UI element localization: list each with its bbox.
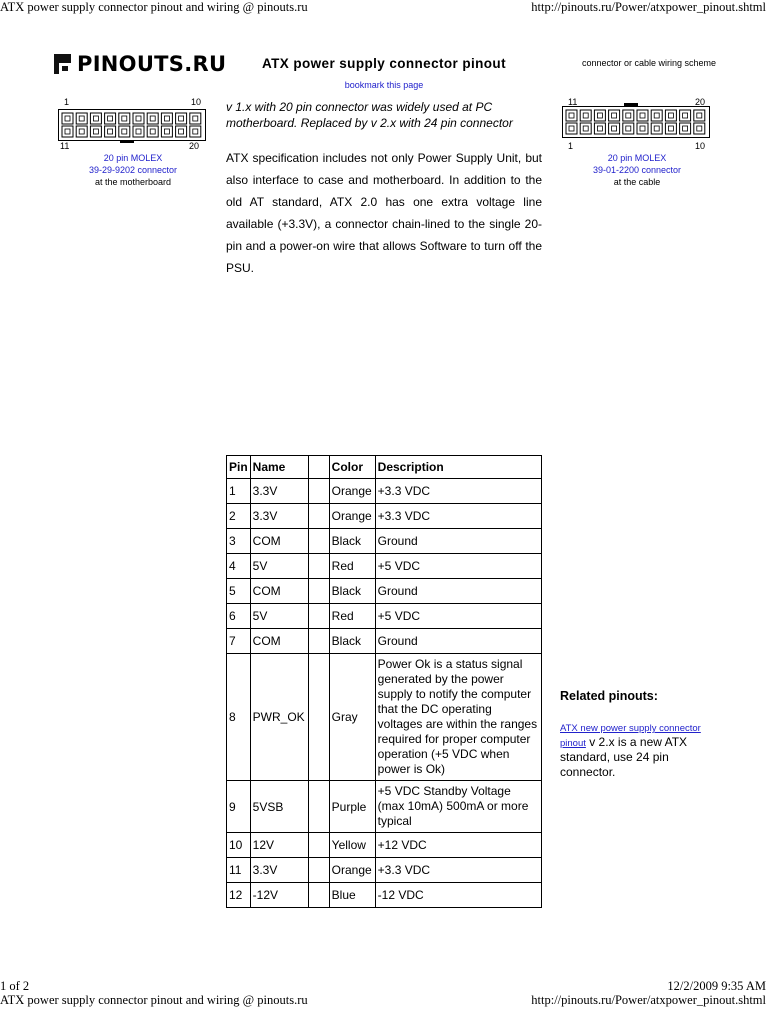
print-header-title: ATX power supply connector pinout and wiring @ pinouts.ru	[0, 0, 308, 14]
connector-pin-contact	[668, 126, 673, 131]
connector-pin-contact	[122, 129, 127, 134]
connector-pin-contact	[626, 113, 631, 118]
cell-color: Yellow	[329, 833, 375, 858]
related-pinouts-heading: Related pinouts:	[560, 689, 658, 703]
cell-name: PWR_OK	[250, 654, 308, 781]
related-pinouts-item	[560, 720, 720, 780]
print-footer-title: ATX power supply connector pinout and wiring @ pinouts.ru	[0, 993, 308, 1007]
connector-pin-contact	[697, 113, 702, 118]
cell-name: 3.3V	[250, 858, 308, 883]
cell-pin: 2	[227, 504, 251, 529]
cell-blank	[308, 629, 329, 654]
connector-pin-contact	[193, 116, 198, 121]
cell-description: +5 VDC	[375, 604, 541, 629]
cell-pin: 6	[227, 604, 251, 629]
cell-pin: 11	[227, 858, 251, 883]
cell-description: Ground	[375, 579, 541, 604]
logo-icon	[54, 54, 71, 74]
connector-pin-contact	[193, 129, 198, 134]
pin-number-label: 1	[64, 97, 70, 107]
cell-pin: 8	[227, 654, 251, 781]
connector-pin-contact	[626, 126, 631, 131]
connector-pin-contact	[136, 116, 141, 121]
cell-pin: 10	[227, 833, 251, 858]
connector-pin-contact	[164, 129, 169, 134]
cell-name: 5V	[250, 554, 308, 579]
cell-description: +5 VDC Standby Voltage (max 10mA) 500mA or more typical	[375, 781, 541, 833]
header-blank	[308, 456, 329, 479]
connector-type: 20 pin MOLEX	[607, 153, 667, 163]
cell-color: Gray	[329, 654, 375, 781]
table-row	[227, 579, 542, 604]
cell-pin: 7	[227, 629, 251, 654]
connector-pin-contact	[668, 113, 673, 118]
cell-pin: 3	[227, 529, 251, 554]
cell-color: Black	[329, 579, 375, 604]
print-footer-page-number: 1 of 2	[0, 979, 30, 993]
cell-blank	[308, 554, 329, 579]
cell-color: Orange	[329, 858, 375, 883]
connector-pin-contact	[79, 129, 84, 134]
cell-color: Orange	[329, 504, 375, 529]
connector-location: at the cable	[613, 177, 661, 187]
connector-pin-contact	[654, 126, 659, 131]
connector-20pin-cable-diagram	[562, 103, 712, 141]
connector-pin-contact	[122, 116, 127, 121]
right-connector-caption	[562, 152, 712, 188]
cell-pin: 9	[227, 781, 251, 833]
connector-pin-contact	[65, 129, 70, 134]
bookmark-link[interactable]: bookmark this page	[344, 80, 424, 90]
cell-description: +3.3 VDC	[375, 504, 541, 529]
cell-description: +3.3 VDC	[375, 479, 541, 504]
cell-description: +5 VDC	[375, 554, 541, 579]
related-pinout-description: v 2.x is a new ATX standard, use 24 pin connector.	[560, 735, 688, 779]
table-row	[227, 781, 542, 833]
left-connector-caption	[58, 152, 208, 188]
cell-blank	[308, 858, 329, 883]
pin-number-label: 1	[568, 141, 574, 151]
print-footer-datetime: 12/2/2009 9:35 AM	[667, 979, 766, 993]
cell-blank	[308, 654, 329, 781]
cell-description: +12 VDC	[375, 833, 541, 858]
connector-pin-contact	[108, 129, 113, 134]
cell-color: Purple	[329, 781, 375, 833]
connector-part-number: 39-29-9202 connector	[88, 165, 178, 175]
cell-name: COM	[250, 629, 308, 654]
cell-name: -12V	[250, 883, 308, 908]
pin-number-label: 20	[695, 97, 706, 107]
header-pin: Pin	[227, 456, 251, 479]
cell-name: 3.3V	[250, 479, 308, 504]
connector-part-number: 39-01-2200 connector	[592, 165, 682, 175]
cell-name: 5V	[250, 604, 308, 629]
pinout-table	[226, 455, 542, 908]
connector-pin-contact	[597, 113, 602, 118]
connector-pin-contact	[93, 116, 98, 121]
site-logo[interactable]	[54, 52, 226, 76]
connector-pin-contact	[683, 113, 688, 118]
connector-pin-contact	[108, 116, 113, 121]
header-color: Color	[329, 456, 375, 479]
connector-pin-contact	[136, 129, 141, 134]
cell-pin: 1	[227, 479, 251, 504]
pin-number-label: 10	[191, 97, 202, 107]
cell-description: -12 VDC	[375, 883, 541, 908]
connector-location: at the motherboard	[94, 177, 172, 187]
pin-number-label: 10	[695, 141, 706, 151]
connector-pin-contact	[79, 116, 84, 121]
cell-blank	[308, 504, 329, 529]
cell-color: Black	[329, 529, 375, 554]
cell-color: Red	[329, 554, 375, 579]
cell-blank	[308, 579, 329, 604]
cell-color: Blue	[329, 883, 375, 908]
connector-pin-contact	[640, 113, 645, 118]
intro-body: ATX specification includes not only Power Supply Unit, but also interface to case and motherboard. In addition to the old AT standard, ATX 2.0 has one extra voltage line available (+3.3V), a connector chain-lined to the single 20-pin and a power-on wire that allows Software to turn off the PSU.	[226, 151, 542, 275]
table-row	[227, 654, 542, 781]
connector-pin-contact	[150, 129, 155, 134]
table-row	[227, 554, 542, 579]
cell-description: +3.3 VDC	[375, 858, 541, 883]
cell-pin: 5	[227, 579, 251, 604]
cell-blank	[308, 479, 329, 504]
table-row	[227, 883, 542, 908]
connector-pin-contact	[583, 113, 588, 118]
connector-pin-contact	[612, 126, 617, 131]
related-pinout-link[interactable]: ATX new power supply connector pinout	[560, 723, 701, 749]
connector-pin-contact	[179, 116, 184, 121]
cell-name: COM	[250, 529, 308, 554]
page-title: ATX power supply connector pinout	[262, 56, 506, 71]
logo-text: PINOUTS.RU	[77, 52, 227, 76]
cell-pin: 12	[227, 883, 251, 908]
connector-pin-contact	[93, 129, 98, 134]
cell-blank	[308, 883, 329, 908]
connector-pin-contact	[150, 116, 155, 121]
cell-description: Power Ok is a status signal generated by the power supply to notify the computer that the DC operating voltages are within the ranges required for proper computer operation (+5 VDC when power is Ok)	[375, 654, 541, 781]
connector-pin-contact	[583, 126, 588, 131]
table-row	[227, 504, 542, 529]
connector-pin-contact	[654, 113, 659, 118]
intro-italic: v 1.x with 20 pin connector was widely used at PC motherboard. Replaced by v 2.x with 24 pin connector	[226, 100, 513, 130]
cell-name: 12V	[250, 833, 308, 858]
cell-description: Ground	[375, 529, 541, 554]
cell-color: Red	[329, 604, 375, 629]
connector-pin-contact	[597, 126, 602, 131]
table-row	[227, 858, 542, 883]
table-row	[227, 604, 542, 629]
connector-pin-contact	[683, 126, 688, 131]
table-header-row	[227, 456, 542, 479]
connector-pin-contact	[569, 113, 574, 118]
cell-name: COM	[250, 579, 308, 604]
cell-color: Orange	[329, 479, 375, 504]
cell-name: 3.3V	[250, 504, 308, 529]
pin-number-label: 20	[189, 141, 200, 151]
connector-pin-contact	[569, 126, 574, 131]
cell-pin: 4	[227, 554, 251, 579]
connector-pin-contact	[640, 126, 645, 131]
header-description: Description	[375, 456, 541, 479]
table-row	[227, 833, 542, 858]
cell-name: 5VSB	[250, 781, 308, 833]
cell-blank	[308, 781, 329, 833]
print-header-url: http://pinouts.ru/Power/atxpower_pinout.shtml	[531, 0, 766, 14]
connector-pin-contact	[612, 113, 617, 118]
table-row	[227, 629, 542, 654]
table-row	[227, 529, 542, 554]
cell-blank	[308, 529, 329, 554]
table-row	[227, 479, 542, 504]
connector-pin-contact	[65, 116, 70, 121]
connector-pin-contact	[697, 126, 702, 131]
cell-description: Ground	[375, 629, 541, 654]
pin-number-label: 11	[568, 97, 578, 107]
connector-pin-contact	[179, 129, 184, 134]
connector-20pin-motherboard-diagram	[58, 106, 208, 144]
cell-color: Black	[329, 629, 375, 654]
wiring-scheme-label: connector or cable wiring scheme	[581, 58, 717, 68]
pin-number-label: 11	[60, 141, 70, 151]
cell-blank	[308, 833, 329, 858]
cell-blank	[308, 604, 329, 629]
connector-type: 20 pin MOLEX	[103, 153, 163, 163]
connector-pin-contact	[164, 116, 169, 121]
print-footer-url: http://pinouts.ru/Power/atxpower_pinout.shtml	[531, 993, 766, 1007]
header-name: Name	[250, 456, 308, 479]
